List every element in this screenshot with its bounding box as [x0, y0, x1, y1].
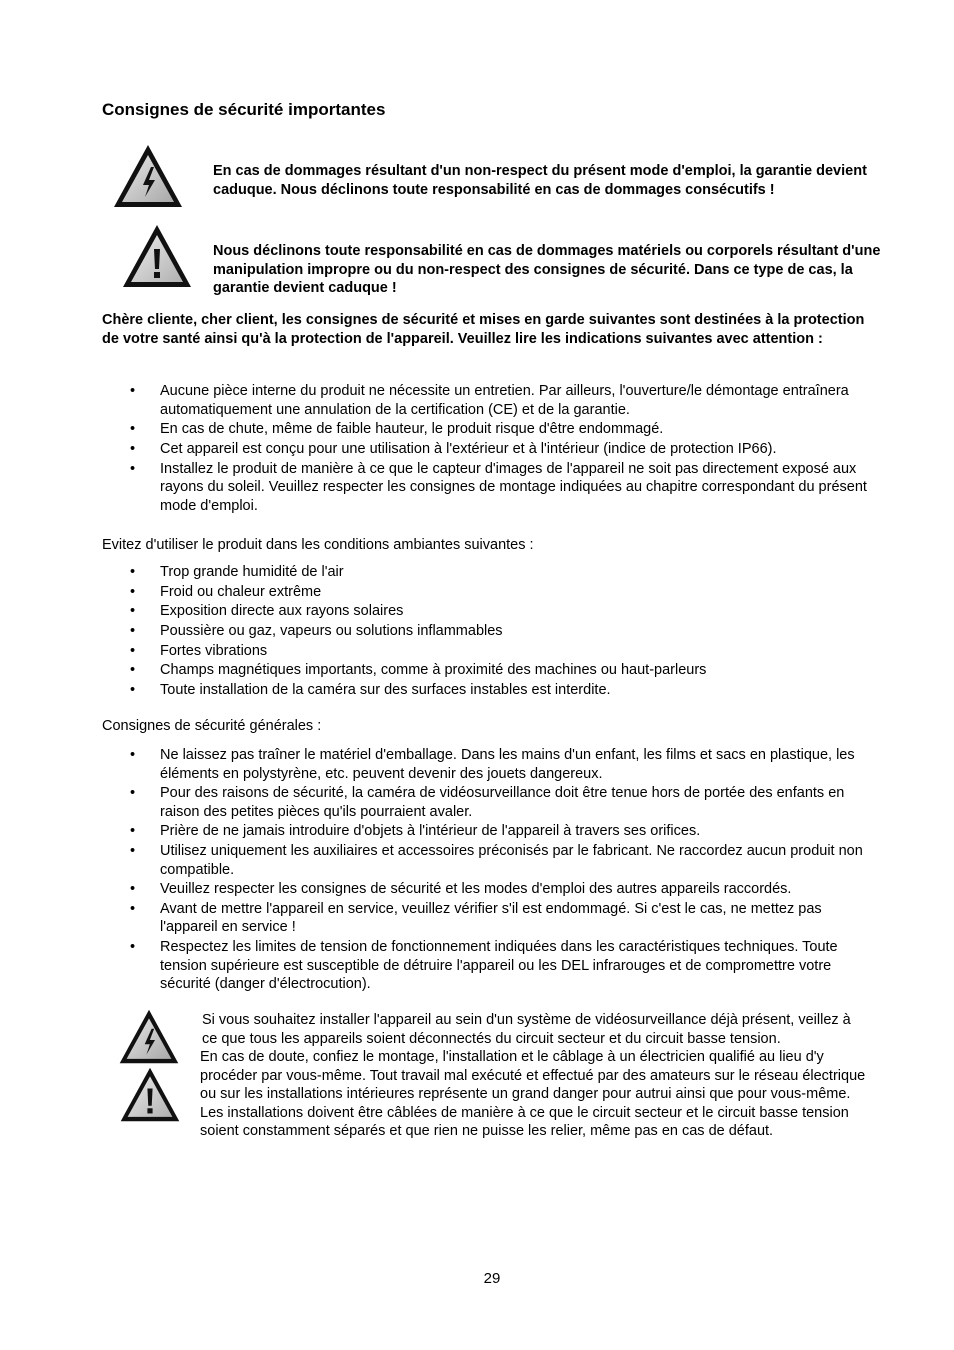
installation-warning-paragraph: Les installations doivent être câblées de manière à ce que le circuit secteur et le circuit basse tension soient constamment séparés et que rien ne puisse les relier, même pas en cas de défaut. — [200, 1104, 849, 1139]
page-number: 29 — [483, 1270, 501, 1287]
list-item: • Toute installation de la caméra sur des surfaces instables est interdite. — [102, 681, 877, 700]
list-item: • Froid ou chaleur extrême — [102, 583, 877, 602]
list-item: • Exposition directe aux rayons solaires — [102, 602, 877, 621]
list-item: • Pour des raisons de sécurité, la caméra de vidéosurveillance doit être tenue hors de portée des enfants en raison des petites pièces qu'ils pourraient avaler. — [102, 784, 877, 821]
list-item: • Aucune pièce interne du produit ne nécessite un entretien. Par ailleurs, l'ouverture/le démontage entraînera automatiquement une annulation de la certification (CE) et de la garantie. — [102, 382, 877, 419]
list-item: • Ne laissez pas traîner le matériel d'emballage. Dans les mains d'un enfant, les films et sacs en plastique, les éléments en polystyrène, etc. peuvent devenir des jouets dangereux. — [102, 746, 877, 783]
list-item: • Poussière ou gaz, vapeurs ou solutions inflammables — [102, 622, 877, 641]
warning-text-damage: En cas de dommages résultant d'un non-respect du présent mode d'emploi, la garantie devient caduque. Nous déclinons toute responsabilité en cas de dommages consécutifs ! — [213, 163, 867, 198]
installation-warning-paragraph: Si vous souhaitez installer l'appareil au sein d'un système de vidéosurveillance déjà présent, veillez à ce que tous les appareils soient déconnectés du circuit secteur et du circuit basse tension. — [202, 1012, 851, 1047]
electric-hazard-icon — [112, 143, 184, 209]
list-item: • Respectez les limites de tension de fonctionnement indiquées dans les caractéristiques techniques. Toute tension supérieure est susceptible de détruire l'appareil ou les DEL infrarouges et de compromettre votre sécurité (danger d'électrocution). — [102, 938, 877, 994]
ambient-conditions-list — [102, 563, 877, 701]
warning-exclamation-icon — [121, 223, 193, 289]
list-item: • Avant de mettre l'appareil en service, veuillez vérifier s'il est endommagé. Si c'est le cas, ne mettez pas l'appareil en service ! — [102, 900, 877, 937]
electric-hazard-icon — [118, 1008, 180, 1065]
general-safety-intro: Consignes de sécurité générales : — [102, 718, 322, 734]
list-item: • Trop grande humidité de l'air — [102, 563, 877, 582]
list-item: • Fortes vibrations — [102, 642, 877, 661]
warning-exclamation-icon — [119, 1066, 181, 1123]
installation-warning-paragraph: En cas de doute, confiez le montage, l'installation et le câblage à un électricien qualifié au lieu d'y procéder par vous-même. Tout travail mal exécuté et effectué par des amateurs sur le réseau électrique ou sur les installations intérieures représente un grand danger pour autrui ainsi que pour vous-même. — [200, 1049, 866, 1102]
list-item: • Cet appareil est conçu pour une utilisation à l'extérieur et à l'intérieur (indice de protection IP66). — [102, 440, 877, 459]
list-item: • Installez le produit de manière à ce que le capteur d'images de l'appareil ne soit pas directement exposé aux rayons du soleil. Veuillez respecter les consignes de montage indiquées au chapitre correspondant du présent mode d'emploi. — [102, 460, 877, 516]
list-item: • Champs magnétiques importants, comme à proximité des machines ou haut-parleurs — [102, 661, 877, 680]
installation-warnings — [200, 1011, 870, 1141]
intro-paragraph: Chère cliente, cher client, les consignes de sécurité et mises en garde suivantes sont destinées à la protection de votre santé ainsi qu'à la protection de l'appareil. Veuillez lire les indications suivantes avec attention : — [102, 312, 865, 347]
list-item: • Utilisez uniquement les auxiliaires et accessoires préconisés par le fabricant. Ne raccordez aucun produit non compatible. — [102, 842, 877, 879]
ambient-conditions-intro: Evitez d'utiliser le produit dans les conditions ambiantes suivantes : — [102, 537, 534, 553]
product-warnings-list — [102, 382, 877, 516]
general-safety-list — [102, 746, 877, 995]
page-title: Consignes de sécurité importantes — [102, 100, 386, 119]
list-item: • Prière de ne jamais introduire d'objets à l'intérieur de l'appareil à travers ses orifices. — [102, 822, 877, 841]
list-item: • Veuillez respecter les consignes de sécurité et les modes d'emploi des autres appareils raccordés. — [102, 880, 877, 899]
warning-text-liability: Nous déclinons toute responsabilité en cas de dommages matériels ou corporels résultant d'une manipulation impropre ou du non-respect des consignes de sécurité. Dans ce type de cas, la garantie devient caduque ! — [213, 243, 881, 296]
list-item: • En cas de chute, même de faible hauteur, le produit risque d'être endommagé. — [102, 420, 877, 439]
